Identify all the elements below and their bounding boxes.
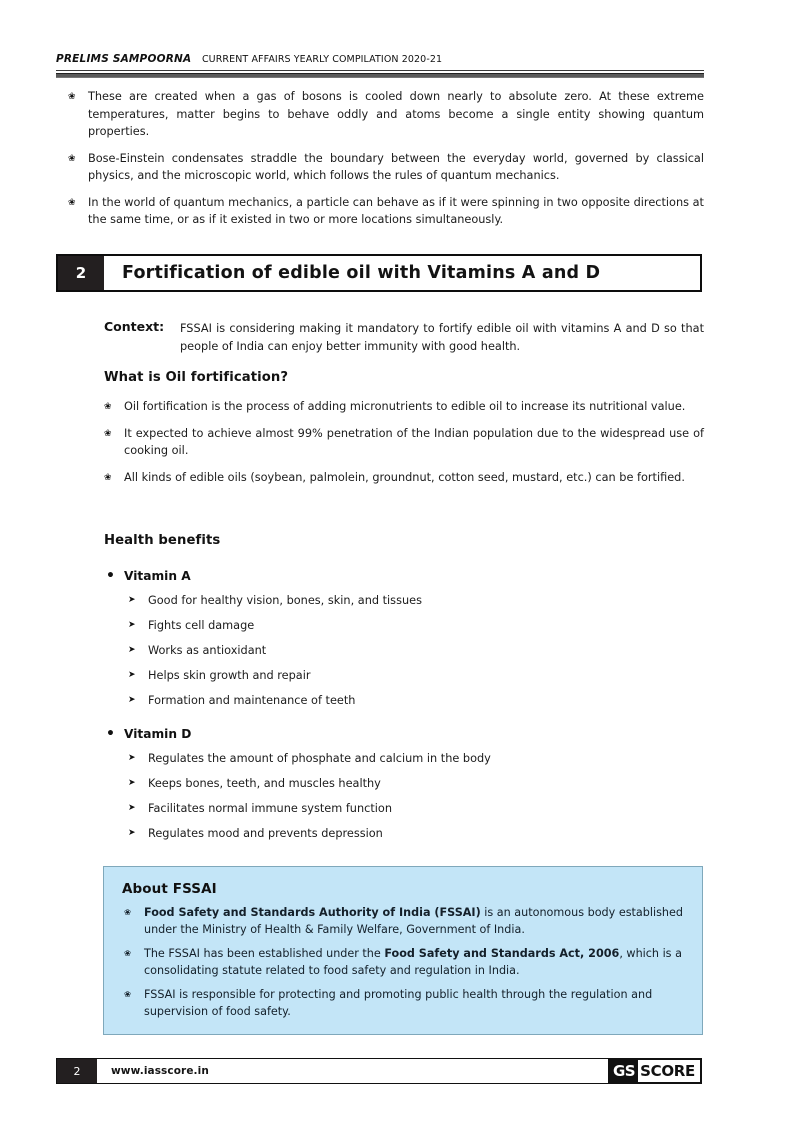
list-item [92,398,704,416]
list-item [122,905,684,938]
page-footer [56,1058,702,1084]
about-fssai-list [122,905,684,1020]
flower-bullet-icon: ❀ [124,949,132,959]
footer-website-url[interactable]: www.iasscore.in [111,1065,209,1077]
gsscore-logo-score: SCORE [638,1060,700,1082]
vitamin-group-label: Vitamin D [124,727,192,741]
list-item-text: Formation and maintenance of teeth [148,694,356,707]
list-item [104,692,704,709]
flower-bullet-icon: ❀ [68,153,76,164]
arrow-bullet-icon: ➤ [128,695,136,705]
flower-bullet-icon: ❀ [104,428,112,439]
intro-bullet-list-container [56,88,704,238]
oil-fortification-list [92,398,704,486]
header-rule-thick [56,73,704,78]
section-title-bar [56,254,702,292]
list-item [56,194,704,229]
list-item-text: Keeps bones, teeth, and muscles healthy [148,777,381,790]
list-item-text: Oil fortification is the process of adding micronutrients to edible oil to increase its nutritional value. [124,400,686,413]
vitamin-group-label: Vitamin A [124,569,191,583]
list-item [56,150,704,185]
context-label: Context: [104,319,165,334]
arrow-bullet-icon: ➤ [128,595,136,605]
round-bullet-icon: • [106,726,115,742]
vitamin-group-title [104,725,704,743]
about-fssai-title: About FSSAI [122,881,217,897]
flower-bullet-icon: ❀ [124,908,132,918]
section-number: 2 [58,256,104,290]
header-subtitle: CURRENT AFFAIRS YEARLY COMPILATION 2020-21 [201,54,443,65]
flower-bullet-icon: ❀ [68,92,76,102]
list-item-text: Works as antioxidant [148,644,267,657]
list-item-text: Bose-Einstein condensates straddle the boundary between the everyday world, governed by classical physics, and the microscopic world, which follows the rules of quantum mechanics. [88,151,704,182]
list-item [104,800,704,817]
gsscore-logo-gs: GS [609,1060,638,1082]
context-text: FSSAI is considering making it mandatory to fortify edible oil with vitamins A and D so that people of India can enjoy better immunity with good health. [180,322,704,353]
oil-fortification-list-container [92,398,704,495]
vitamin-benefit-list [104,592,704,709]
list-item [104,667,704,684]
footer-page-number: 2 [57,1059,97,1083]
list-item [104,750,704,767]
section-heading: Fortification of edible oil with Vitamins A and D [122,263,601,283]
list-item-text: Food Safety and Standards Authority of India (FSSAI) is an autonomous body established under the Ministry of Health & Family Welfare, Government of India. [144,906,684,936]
list-item [104,617,704,634]
page-header [56,52,704,78]
intro-bullet-list [56,88,704,229]
list-item [104,642,704,659]
vitamin-d-group [104,725,704,850]
arrow-bullet-icon: ➤ [128,645,136,655]
list-item-text: It expected to achieve almost 99% penetration of the Indian population due to the widespread use of cooking oil. [124,426,704,457]
list-item [56,88,704,141]
list-item-text: All kinds of edible oils (soybean, palmolein, groundnut, cotton seed, mustard, etc.) can be fortified. [124,470,685,484]
list-item [92,469,704,487]
list-item [104,592,704,609]
arrow-bullet-icon: ➤ [128,828,136,838]
arrow-bullet-icon: ➤ [128,620,136,630]
list-item-text: Regulates mood and prevents depression [148,827,383,840]
round-bullet-icon: • [106,568,115,584]
flower-bullet-icon: ❀ [124,990,132,1000]
list-item [92,425,704,460]
vitamin-group-title [104,567,704,585]
list-item-text: Good for healthy vision, bones, skin, and tissues [148,594,422,607]
arrow-bullet-icon: ➤ [128,803,136,813]
header-text-line [56,52,704,67]
list-item-text: In the world of quantum mechanics, a particle can behave as if it were spinning in two opposite directions at the same time, or as if it existed in two or more locations simultaneously. [88,195,704,226]
arrow-bullet-icon: ➤ [128,670,136,680]
flower-bullet-icon: ❀ [104,472,112,483]
health-benefits-heading: Health benefits [104,533,221,548]
vitamin-benefit-list [104,750,704,842]
arrow-bullet-icon: ➤ [128,778,136,788]
list-item [104,775,704,792]
list-item-text: Fights cell damage [148,619,255,632]
flower-bullet-icon: ❀ [68,197,76,208]
header-brand: PRELIMS SAMPOORNA [56,53,192,65]
list-item-text: Regulates the amount of phosphate and calcium in the body [148,752,491,765]
flower-bullet-icon: ❀ [104,402,112,412]
list-item-text: These are created when a gas of bosons is cooled down nearly to absolute zero. At these extreme temperatures, matter begins to behave oddly and atoms become a single entity showing quantum properties. [88,90,704,138]
list-item-text: Facilitates normal immune system function [148,802,392,815]
oil-fortification-heading: What is Oil fortification? [104,370,289,385]
list-item [122,987,684,1020]
list-item [104,825,704,842]
about-fssai-box [103,866,703,1035]
list-item-text: The FSSAI has been established under the Food Safety and Standards Act, 2006, which is a consolidating statute related to food safety and regulation in India. [144,947,682,977]
context-block [104,318,704,355]
arrow-bullet-icon: ➤ [128,753,136,763]
gsscore-logo [608,1059,701,1083]
list-item-text: Helps skin growth and repair [148,669,311,682]
list-item [122,946,684,979]
vitamin-a-group [104,567,704,717]
list-item-text: FSSAI is responsible for protecting and promoting public health through the regulation and supervision of food safety. [144,988,653,1018]
